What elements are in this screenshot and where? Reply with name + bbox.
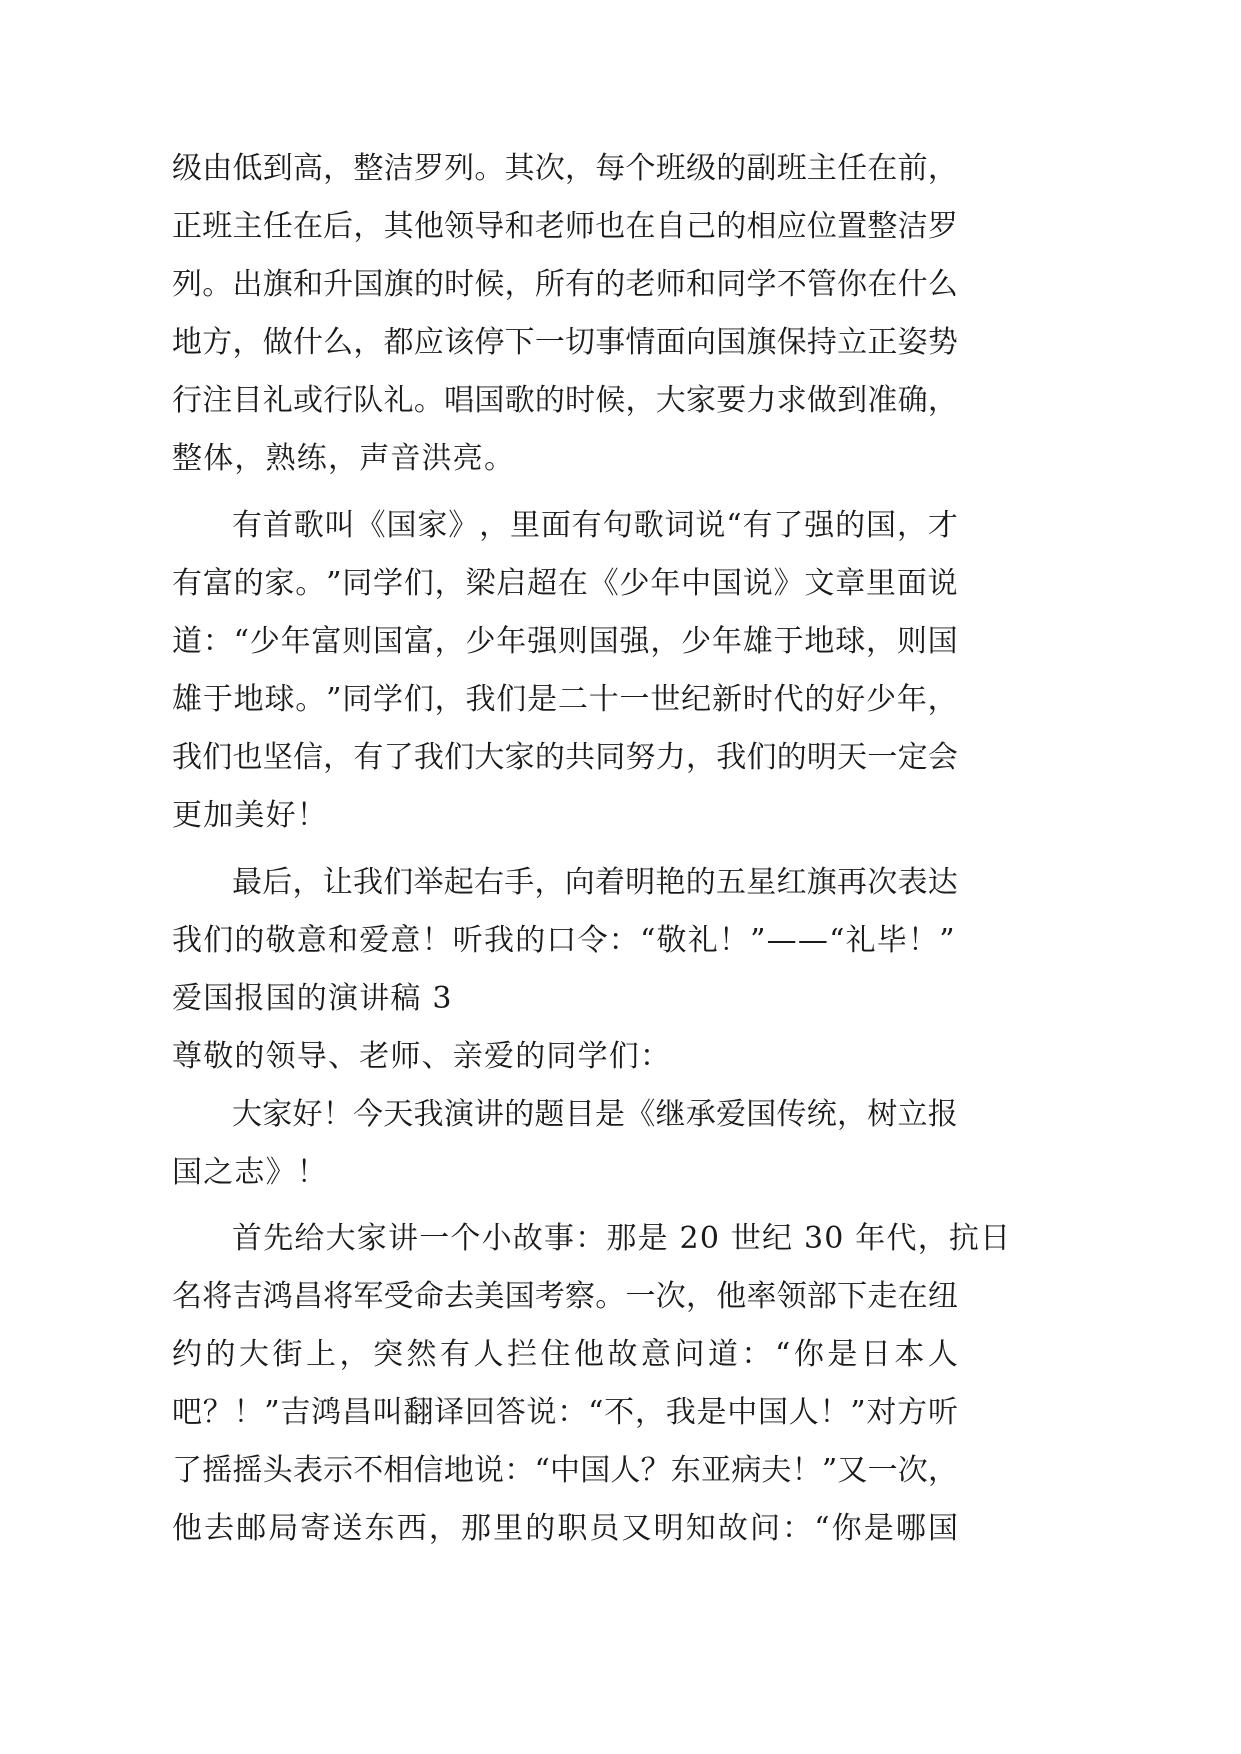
text-line: 整体，熟练，声音洪亮。	[172, 441, 516, 476]
text-line: 地 方 ， 做 什 么 ， 都 应 该 停 下 一 切 事 情 面 向 国 旗 保 持 立 正 姿 势	[172, 325, 958, 360]
text-line: 国之志》！	[172, 1155, 328, 1190]
text-line: 我 们 也 坚 信 ， 有 了 我 们 大 家 的 共 同 努 力 ， 我 们 的 明 天 一 定 会	[172, 740, 958, 775]
text-line: 雄 于 地 球 。 ” 同 学 们 ， 我 们 是 二 十 一 世 纪 新 时 代 的 好 少 年 ，	[172, 682, 958, 717]
text-line: 有 富 的 家 。 ” 同 学 们 ， 梁 启 超 在 《 少 年 中 国 说 》 文 章 里 面 说	[172, 566, 958, 601]
text-line: 爱国报国的演讲稿 3	[172, 981, 453, 1016]
text-line: 我们的敬意和爱意！听我的口令：“敬礼！”——“礼毕！”	[172, 923, 956, 958]
paragraph-first-line: 最 后 ， 让 我 们 举 起 右 手 ， 向 着 明 艳 的 五 星 红 旗 再 次 表 达	[232, 865, 958, 900]
paragraph-first-line: 大 家 好 ！ 今 天 我 演 讲 的 题 目 是 《 继 承 爱 国 传 统 ， 树 立 报	[232, 1097, 958, 1132]
text-line: 名 将 吉 鸿 昌 将 军 受 命 去 美 国 考 察 。 一 次 ， 他 率 领 部 下 走 在 纽	[172, 1279, 958, 1314]
paragraph-first-line: 有 首 歌 叫 《 国 家 》 ， 里 面 有 句 歌 词 说 “ 有 了 强 的 国 ， 才	[232, 508, 958, 543]
text-line: 道 ： “ 少 年 富 则 国 富 ， 少 年 强 则 国 强 ， 少 年 雄 于 地 球 ， 则 国	[172, 624, 958, 659]
paragraph-first-line: 首先给大家讲一个小故事：那是 20 世纪 30 年代，抗日	[232, 1221, 1012, 1256]
text-line: 了 摇 摇 头 表 示 不 相 信 地 说 ： “ 中 国 人 ？ 东 亚 病 夫 ！ ” 又 一 次 ，	[172, 1453, 958, 1488]
text-line: 约 的 大 街 上 ， 突 然 有 人 拦 住 他 故 意 问 道 ： “ 你 是 日 本 人	[172, 1337, 958, 1372]
text-line: 级 由 低 到 高 ， 整 洁 罗 列 。 其 次 ， 每 个 班 级 的 副 班 主 任 在 前 ，	[172, 151, 958, 186]
text-line: 吧 ？ ！ ” 吉 鸿 昌 叫 翻 译 回 答 说 ： “ 不 ， 我 是 中 国 人 ！ ” 对 方 听	[172, 1395, 958, 1430]
text-line: 正 班 主 任 在 后 ， 其 他 领 导 和 老 师 也 在 自 己 的 相 应 位 置 整 洁 罗	[172, 209, 958, 244]
text-line: 行 注 目 礼 或 行 队 礼 。 唱 国 歌 的 时 候 ， 大 家 要 力 求 做 到 准 确 ，	[172, 383, 958, 418]
text-line: 更加美好！	[172, 798, 328, 833]
text-line: 尊敬的领导、老师、亲爱的同学们：	[172, 1039, 672, 1074]
text-line: 列 。 出 旗 和 升 国 旗 的 时 候 ， 所 有 的 老 师 和 同 学 不 管 你 在 什 么	[172, 267, 958, 302]
text-line: 他 去 邮 局 寄 送 东 西 ， 那 里 的 职 员 又 明 知 故 问 ： “ 你 是 哪 国	[172, 1511, 958, 1546]
